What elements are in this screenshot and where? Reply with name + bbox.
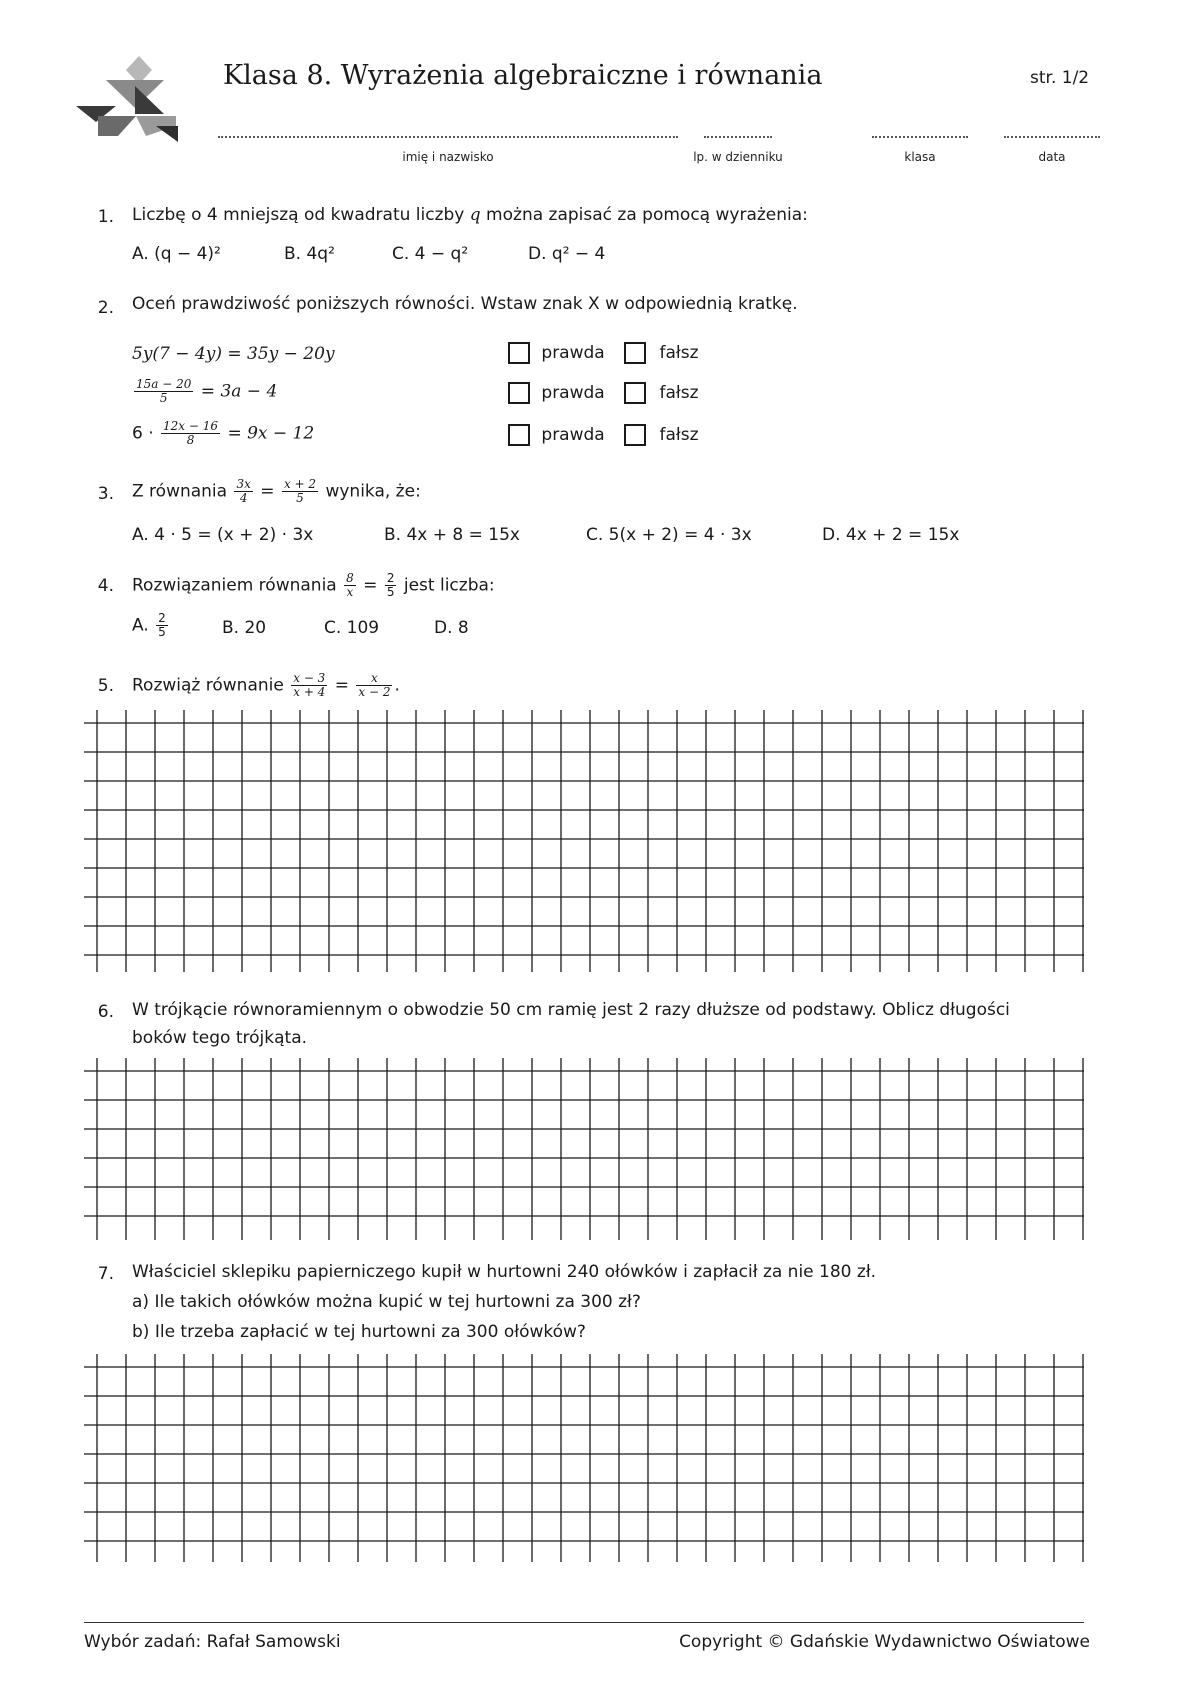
question-4-number: 4.	[97, 576, 114, 596]
row-1-true-checkbox[interactable]	[508, 342, 530, 364]
footer-author: Wybór zadań: Rafał Samowski	[84, 1632, 341, 1652]
question-1-number: 1.	[97, 207, 114, 227]
question-7-text: Właściciel sklepiku papierniczego kupił w hurtowni 240 ołówków i zapłacił za nie 180 zł.	[132, 1262, 877, 1282]
footer-copyright: Copyright © Gdańskie Wydawnictwo Oświatowe	[679, 1632, 1090, 1652]
true-label: prawda	[541, 383, 605, 403]
question-4-text: Rozwiązaniem równania $\frac{8}{x}$ = $\frac{2}{5}$ jest liczba:	[132, 571, 495, 599]
answer-grid-6[interactable]	[84, 1058, 1084, 1240]
row-2-true-checkbox[interactable]	[508, 382, 530, 404]
question-4-option-d[interactable]: D. 8	[434, 618, 469, 638]
row-1-answers	[508, 342, 699, 364]
row-2-answers	[508, 382, 699, 404]
question-3-option-d[interactable]: D. 4x + 2 = 15x	[822, 525, 960, 545]
question-6-number: 6.	[97, 1002, 114, 1022]
class-field-label: klasa	[904, 150, 936, 164]
question-1-text: Liczbę o 4 mniejszą od kwadratu liczby q można zapisać za pomocą wyrażenia:	[132, 205, 808, 225]
row-3-answers	[508, 424, 699, 446]
question-1-option-a[interactable]: A. (q − 4)²	[132, 244, 221, 264]
page-title: Klasa 8. Wyrażenia algebraiczne i równania	[223, 60, 823, 91]
question-4-option-b[interactable]: B. 20	[222, 618, 267, 638]
false-label: fałsz	[659, 383, 699, 403]
answer-grid-5[interactable]	[84, 710, 1084, 972]
name-field-label: imię i nazwisko	[402, 150, 494, 164]
question-3-option-b[interactable]: B. 4x + 8 = 15x	[384, 525, 520, 545]
question-2-text: Oceń prawdziwość poniższych równości. Wstaw znak X w odpowiednią kratkę.	[132, 294, 798, 314]
question-5-text: Rozwiąż równanie $\frac{x - 3}{x + 4}$ = $\frac{x}{x - 2}$ .	[132, 671, 400, 699]
question-1-option-d[interactable]: D. q² − 4	[528, 244, 606, 264]
question-7-number: 7.	[97, 1264, 114, 1284]
question-4-option-a[interactable]: A. $\frac{2}{5}$	[132, 611, 166, 639]
question-3-option-a[interactable]: A. 4 · 5 = (x + 2) · 3x	[132, 525, 314, 545]
row-2-false-checkbox[interactable]	[624, 382, 646, 404]
register-number-field-label: lp. w dzienniku	[693, 150, 783, 164]
question-1-option-b[interactable]: B. 4q²	[284, 244, 335, 264]
question-3-number: 3.	[97, 484, 114, 504]
question-3-option-c[interactable]: C. 5(x + 2) = 4 · 3x	[586, 525, 752, 545]
equation-row-1: 5y(7 − 4y) = 35y − 20y	[132, 344, 335, 364]
question-6-text-line-1: W trójkącie równoramiennym o obwodzie 50 cm ramię jest 2 razy dłuższe od podstawy. Oblicz długości	[132, 1000, 1010, 1020]
class-field-line[interactable]	[872, 136, 968, 138]
question-5-number: 5.	[97, 676, 114, 696]
false-label: fałsz	[659, 425, 699, 445]
question-6-text-line-2: boków tego trójkąta.	[132, 1028, 308, 1048]
page-number: str. 1/2	[1030, 68, 1090, 88]
question-4-option-c[interactable]: C. 109	[324, 618, 380, 638]
publisher-logo	[76, 56, 186, 146]
row-1-false-checkbox[interactable]	[624, 342, 646, 364]
equation-row-3: 6 · $\frac{12x - 16}{8}$ = 9x − 12	[132, 419, 315, 447]
name-field-line[interactable]	[218, 136, 678, 138]
equation-row-2: $\frac{15a - 20}{5}$ = 3a − 4	[136, 377, 278, 405]
footer-divider	[84, 1622, 1084, 1623]
true-label: prawda	[541, 343, 605, 363]
row-3-true-checkbox[interactable]	[508, 424, 530, 446]
register-number-field-line[interactable]	[704, 136, 772, 138]
false-label: fałsz	[659, 343, 699, 363]
question-2-number: 2.	[97, 298, 114, 318]
date-field-line[interactable]	[1004, 136, 1100, 138]
question-3-text: Z równania $\frac{3x}{4}$ = $\frac{x + 2}{5}$ wynika, że:	[132, 477, 421, 505]
question-1-option-c[interactable]: C. 4 − q²	[392, 244, 469, 264]
question-7-part-a: a) Ile takich ołówków można kupić w tej hurtowni za 300 zł?	[132, 1292, 641, 1312]
question-7-part-b: b) Ile trzeba zapłacić w tej hurtowni za 300 ołówków?	[132, 1322, 586, 1342]
row-3-false-checkbox[interactable]	[624, 424, 646, 446]
date-field-label: data	[1038, 150, 1066, 164]
answer-grid-7[interactable]	[84, 1354, 1084, 1562]
true-label: prawda	[541, 425, 605, 445]
